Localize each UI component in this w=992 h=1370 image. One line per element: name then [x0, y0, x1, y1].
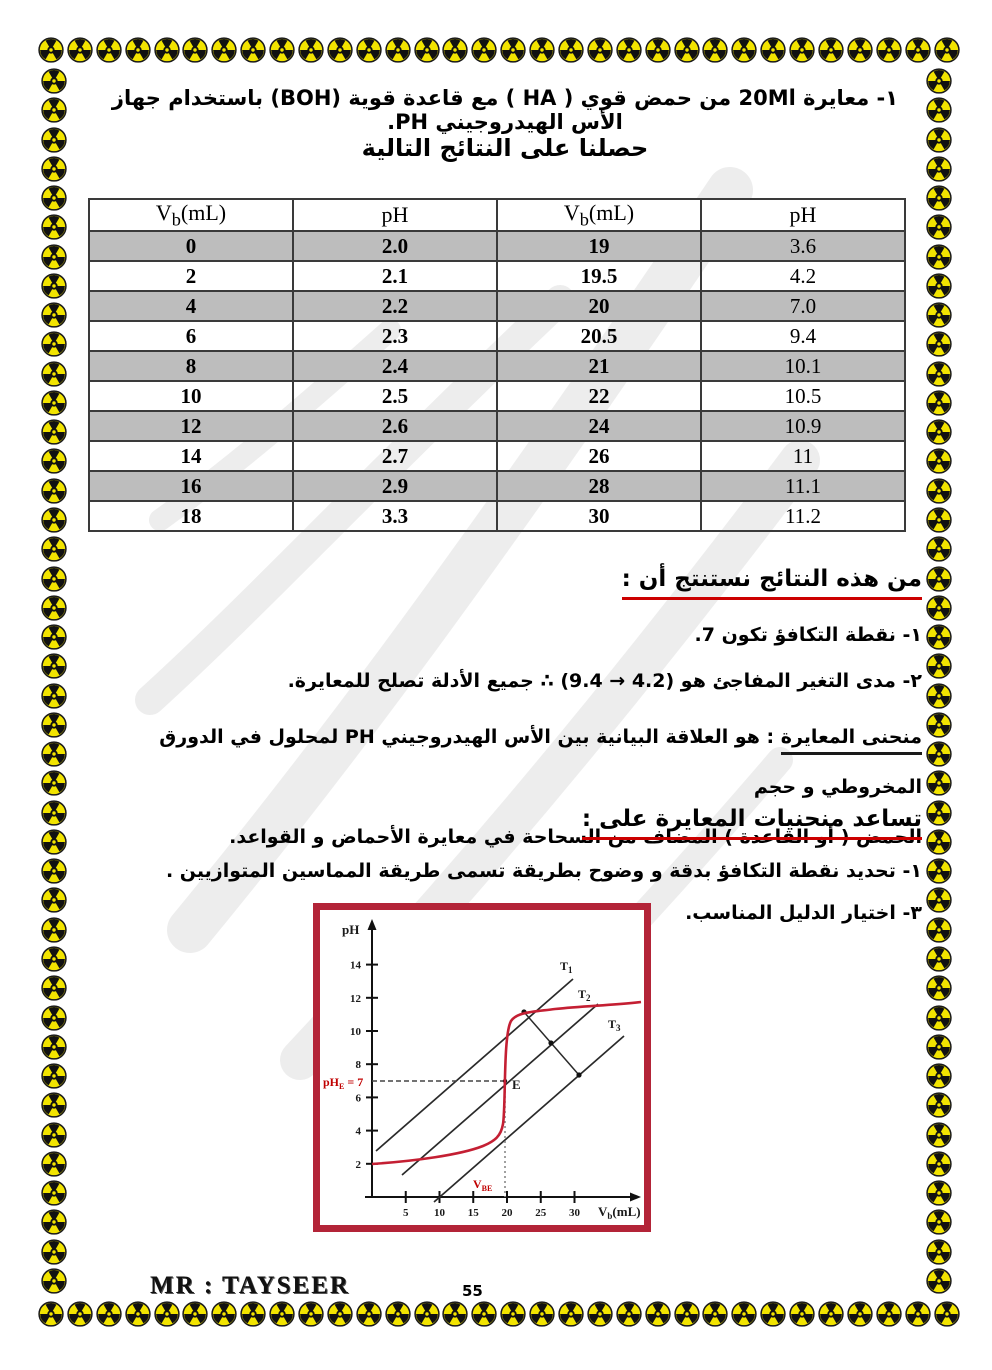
ph-header: pH [293, 199, 497, 231]
radiation-icon [41, 185, 67, 211]
titration-curve-figure [313, 903, 651, 1232]
radiation-icon [41, 97, 67, 123]
table-cell: 2.2 [293, 291, 497, 321]
table-row [89, 231, 905, 261]
radiation-icon [414, 1301, 440, 1327]
radiation-icon [41, 683, 67, 709]
radiation-icon [926, 127, 952, 153]
radiation-icon [125, 37, 151, 63]
radiation-icon [41, 1151, 67, 1177]
table-row [89, 351, 905, 381]
radiation-icon [41, 917, 67, 943]
radiation-icon [41, 566, 67, 592]
radiation-icon [702, 37, 728, 63]
radiation-icon [41, 390, 67, 416]
table-cell: 19 [497, 231, 701, 261]
table-cell: 28 [497, 471, 701, 501]
radiation-icon [41, 1180, 67, 1206]
radiation-icon [847, 37, 873, 63]
radiation-icon [41, 975, 67, 1001]
radiation-icon [41, 361, 67, 387]
radiation-icon [41, 858, 67, 884]
radiation-icon [926, 390, 952, 416]
table-row [89, 471, 905, 501]
radiation-icon [41, 536, 67, 562]
conclusion-item-2: ٢- مدى التغير المفاجئ هو (9.4 → 4.2) ∴ جميع الأدلة تصلح للمعايرة. [287, 670, 922, 692]
radiation-icon [926, 683, 952, 709]
table-cell: 18 [89, 501, 293, 531]
border-right [925, 68, 953, 1294]
table-cell: 10.1 [701, 351, 905, 381]
radiation-icon [926, 1209, 952, 1235]
tangent-1-label: $T_1$ [560, 959, 573, 975]
radiation-icon [926, 1034, 952, 1060]
radiation-icon [211, 1301, 237, 1327]
table-row [89, 441, 905, 471]
radiation-icon [442, 1301, 468, 1327]
radiation-icon [41, 244, 67, 270]
radiation-icon [38, 37, 64, 63]
radiation-icon [926, 156, 952, 182]
table-cell: 12 [89, 411, 293, 441]
radiation-icon [645, 1301, 671, 1327]
radiation-icon [154, 1301, 180, 1327]
tick-label: 20 [501, 1207, 513, 1219]
radiation-icon [385, 37, 411, 63]
radiation-icon [876, 37, 902, 63]
radiation-icon [41, 800, 67, 826]
radiation-icon [926, 507, 952, 533]
radiation-icon [41, 156, 67, 182]
radiation-icon [41, 1005, 67, 1031]
radiation-icon [847, 1301, 873, 1327]
radiation-icon [41, 1239, 67, 1265]
radiation-icon [41, 829, 67, 855]
radiation-icon [926, 712, 952, 738]
radiation-icon [926, 1268, 952, 1294]
table-cell: 22 [497, 381, 701, 411]
radiation-icon [41, 302, 67, 328]
radiation-icon [41, 273, 67, 299]
radiation-icon [760, 37, 786, 63]
table-header-row [89, 199, 905, 231]
x-axis-label: $V_b(mL)$ [598, 1204, 641, 1221]
table-cell: 6 [89, 321, 293, 351]
radiation-icon [529, 1301, 555, 1327]
radiation-icon [182, 1301, 208, 1327]
benefit-item-2: ٣- اختيار الدليل المناسب. [685, 902, 922, 924]
table-cell: 2 [89, 261, 293, 291]
border-top [38, 36, 960, 64]
table-cell: 24 [497, 411, 701, 441]
tick-label: 8 [355, 1059, 361, 1072]
table-cell: 3.6 [701, 231, 905, 261]
radiation-icon [926, 975, 952, 1001]
radiation-icon [926, 536, 952, 562]
vb-header: $V_b(mL)$ [89, 199, 293, 231]
radiation-icon [926, 302, 952, 328]
radiation-icon [471, 1301, 497, 1327]
radiation-icon [926, 887, 952, 913]
radiation-icon [41, 595, 67, 621]
y-axis-label: pH [342, 922, 360, 937]
radiation-icon [327, 37, 353, 63]
benefit-item-1: ١- تحديد نقطة التكافؤ بدقة و وضوح بطريقة تسمى طريقة المماسين المتوازيين . [165, 860, 922, 882]
radiation-icon [356, 37, 382, 63]
table-cell: 9.4 [701, 321, 905, 351]
table-cell: 11.2 [701, 501, 905, 531]
radiation-icon [41, 68, 67, 94]
radiation-icon [41, 1122, 67, 1148]
radiation-icon [926, 185, 952, 211]
radiation-icon [926, 1151, 952, 1177]
radiation-icon [211, 37, 237, 63]
radiation-icon [926, 244, 952, 270]
tick-label: 25 [535, 1207, 547, 1219]
vb-header: $V_b(mL)$ [497, 199, 701, 231]
table-row [89, 321, 905, 351]
radiation-icon [926, 1122, 952, 1148]
radiation-icon [587, 1301, 613, 1327]
tick-label: 5 [403, 1207, 409, 1219]
footer-brand: MR : TAYSEER [150, 1272, 350, 1299]
table-cell: 19.5 [497, 261, 701, 291]
radiation-icon [414, 37, 440, 63]
radiation-icon [926, 97, 952, 123]
tick-label: 6 [355, 1092, 361, 1105]
equivalence-point-label: E [512, 1077, 521, 1092]
radiation-icon [385, 1301, 411, 1327]
table-cell: 0 [89, 231, 293, 261]
table-cell: 21 [497, 351, 701, 381]
border-bottom [38, 1300, 960, 1328]
table-cell: 2.4 [293, 351, 497, 381]
tick-label: 10 [350, 1026, 361, 1038]
radiation-icon [926, 566, 952, 592]
tangent-3-label: $T_3$ [608, 1017, 621, 1033]
table-cell: 11.1 [701, 471, 905, 501]
radiation-icon [616, 37, 642, 63]
radiation-icon [125, 1301, 151, 1327]
radiation-icon [926, 478, 952, 504]
table-cell: 4.2 [701, 261, 905, 291]
radiation-icon [731, 37, 757, 63]
therefore-symbol: ∴ [540, 670, 554, 692]
radiation-icon [818, 1301, 844, 1327]
radiation-icon [934, 1301, 960, 1327]
definition-term: منحنى المعايرة [781, 726, 922, 755]
radiation-icon [38, 1301, 64, 1327]
radiation-icon [41, 887, 67, 913]
tick-label: 2 [355, 1158, 361, 1171]
radiation-icon [926, 770, 952, 796]
radiation-icon [356, 1301, 382, 1327]
table-cell: 2.3 [293, 321, 497, 351]
radiation-icon [41, 653, 67, 679]
table-cell: 16 [89, 471, 293, 501]
radiation-icon [926, 1180, 952, 1206]
tick-label: 4 [355, 1125, 361, 1138]
radiation-icon [298, 37, 324, 63]
table-cell: 3.3 [293, 501, 497, 531]
veq-label: $V_{BE}$ [473, 1177, 493, 1193]
border-left [40, 68, 68, 1294]
radiation-icon [269, 1301, 295, 1327]
radiation-icon [905, 1301, 931, 1327]
radiation-icon [926, 595, 952, 621]
radiation-icon [240, 37, 266, 63]
radiation-icon [789, 1301, 815, 1327]
radiation-icon [500, 37, 526, 63]
radiation-icon [41, 214, 67, 240]
radiation-icon [41, 419, 67, 445]
table-cell: 7.0 [701, 291, 905, 321]
range-value: (9.4 → 4.2) [560, 670, 675, 692]
radiation-icon [760, 1301, 786, 1327]
radiation-icon [154, 37, 180, 63]
radiation-icon [926, 946, 952, 972]
radiation-icon [500, 1301, 526, 1327]
radiation-icon [926, 273, 952, 299]
radiation-icon [818, 37, 844, 63]
radiation-icon [41, 1268, 67, 1294]
radiation-icon [926, 741, 952, 767]
table-row [89, 501, 905, 531]
radiation-icon [789, 37, 815, 63]
radiation-icon [674, 37, 700, 63]
radiation-icon [926, 1092, 952, 1118]
radiation-icon [96, 37, 122, 63]
conclusions-heading: من هذه النتائج نستنتج أن : [622, 566, 922, 600]
benefits-heading: تساعد منحنيات المعايرة على : [582, 806, 922, 840]
definition-paragraph: منحنى المعايرة : هو العلاقة البيانية بين الأس الهيدروجيني PH لمحلول في الدورق المخروطي و حجم الحمض ( أو القاعدة ) المضاف من السحاحة في معايرة الأحماض و القواعد. [159, 726, 922, 848]
table-cell: 20 [497, 291, 701, 321]
table-row [89, 261, 905, 291]
tick-label: 30 [569, 1207, 580, 1219]
radiation-icon [926, 829, 952, 855]
table-cell: 4 [89, 291, 293, 321]
radiation-icon [41, 946, 67, 972]
table-row [89, 381, 905, 411]
ph-header: pH [701, 199, 905, 231]
table-cell: 2.6 [293, 411, 497, 441]
page-title: ١- معايرة 20Ml من حمض قوي ( HA ) مع قاعدة قوية (BOH) باستخدام جهاز الأس الهيدروجيني PH. [111, 86, 899, 134]
tick-label: 12 [350, 992, 361, 1005]
conclusion-item-1: ١- نقطة التكافؤ تكون 7. [694, 624, 922, 646]
radiation-icon [558, 1301, 584, 1327]
ph-equivalence-label: $pH_E = 7$ [323, 1075, 364, 1091]
radiation-icon [41, 1034, 67, 1060]
radiation-icon [41, 127, 67, 153]
radiation-icon [269, 37, 295, 63]
radiation-icon [926, 448, 952, 474]
table-cell: 14 [89, 441, 293, 471]
radiation-icon [558, 37, 584, 63]
radiation-icon [41, 1092, 67, 1118]
table-cell: 10 [89, 381, 293, 411]
radiation-icon [41, 1209, 67, 1235]
table-cell: 2.7 [293, 441, 497, 471]
table-cell: 2.5 [293, 381, 497, 411]
radiation-icon [926, 214, 952, 240]
radiation-icon [926, 1063, 952, 1089]
radiation-icon [41, 741, 67, 767]
radiation-icon [926, 624, 952, 650]
radiation-icon [96, 1301, 122, 1327]
table-row [89, 291, 905, 321]
radiation-icon [240, 1301, 266, 1327]
radiation-icon [41, 1063, 67, 1089]
radiation-icon [41, 331, 67, 357]
radiation-icon [926, 68, 952, 94]
radiation-icon [41, 770, 67, 796]
table-cell: 10.5 [701, 381, 905, 411]
radiation-icon [471, 37, 497, 63]
tangent-2-label: $T_2$ [578, 987, 591, 1003]
radiation-icon [926, 361, 952, 387]
radiation-icon [298, 1301, 324, 1327]
radiation-icon [587, 37, 613, 63]
tick-label: 14 [350, 959, 361, 972]
radiation-icon [327, 1301, 353, 1327]
radiation-icon [41, 712, 67, 738]
radiation-icon [41, 448, 67, 474]
radiation-icon [926, 1239, 952, 1265]
table-cell: 2.9 [293, 471, 497, 501]
radiation-icon [702, 1301, 728, 1327]
radiation-icon [926, 917, 952, 943]
radiation-icon [926, 331, 952, 357]
tick-label: 15 [467, 1207, 479, 1219]
results-table [88, 198, 906, 532]
table-cell: 30 [497, 501, 701, 531]
radiation-icon [645, 37, 671, 63]
table-cell: 2.1 [293, 261, 497, 291]
radiation-icon [876, 1301, 902, 1327]
radiation-icon [926, 858, 952, 884]
radiation-icon [674, 1301, 700, 1327]
radiation-icon [926, 1005, 952, 1031]
radiation-icon [905, 37, 931, 63]
table-cell: 8 [89, 351, 293, 381]
radiation-icon [41, 478, 67, 504]
table-cell: 26 [497, 441, 701, 471]
table-row [89, 411, 905, 441]
radiation-icon [442, 37, 468, 63]
tick-label: 10 [434, 1207, 445, 1219]
radiation-icon [926, 653, 952, 679]
radiation-icon [67, 37, 93, 63]
radiation-icon [41, 624, 67, 650]
table-cell: 11 [701, 441, 905, 471]
radiation-icon [529, 37, 555, 63]
radiation-icon [731, 1301, 757, 1327]
radiation-icon [926, 800, 952, 826]
page-number: 55 [462, 1282, 483, 1300]
radiation-icon [934, 37, 960, 63]
page-subtitle: حصلنا على النتائج التالية [361, 134, 649, 162]
radiation-icon [41, 507, 67, 533]
table-cell: 2.0 [293, 231, 497, 261]
table-cell: 10.9 [701, 411, 905, 441]
radiation-icon [182, 37, 208, 63]
radiation-icon [616, 1301, 642, 1327]
table-cell: 20.5 [497, 321, 701, 351]
radiation-icon [67, 1301, 93, 1327]
radiation-icon [926, 419, 952, 445]
